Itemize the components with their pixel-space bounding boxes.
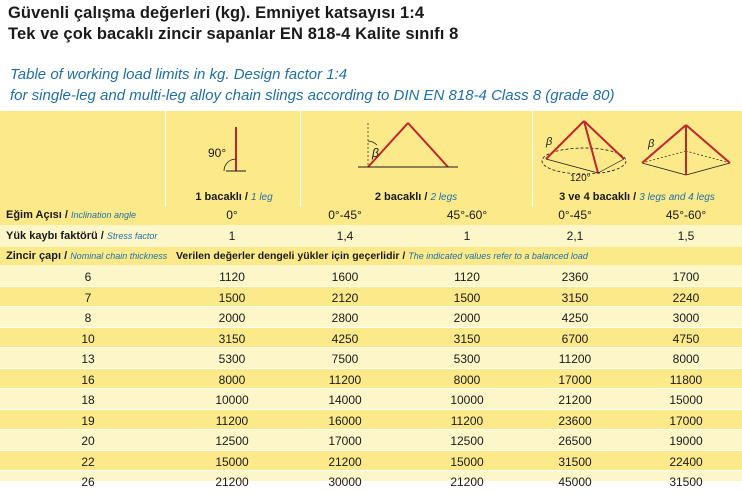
load-value-cell: 21200 bbox=[558, 393, 592, 407]
load-value-cell: 11200 bbox=[215, 413, 249, 428]
inclination-angle-cell: 45°-60° bbox=[446, 208, 488, 222]
load-value-cell: 2360 bbox=[561, 270, 589, 284]
load-value-cell: 11800 bbox=[669, 372, 703, 387]
two-leg-header: 2 bacaklı / 2 legs bbox=[374, 191, 458, 203]
three-leg-diagram bbox=[536, 115, 636, 187]
stress-factor-cell: 2,1 bbox=[566, 229, 584, 243]
load-value-cell: 21200 bbox=[328, 454, 362, 469]
load-value-cell: 17000 bbox=[328, 434, 362, 448]
load-value-cell: 21200 bbox=[450, 475, 484, 489]
load-value-cell: 8000 bbox=[218, 372, 246, 387]
load-value-cell: 5300 bbox=[218, 352, 246, 366]
stress-factor-cell: 1,4 bbox=[336, 229, 354, 243]
load-value-cell: 3150 bbox=[561, 290, 589, 305]
load-value-cell: 23600 bbox=[558, 413, 592, 428]
chain-thickness-label: Zincir çapı / Nominal chain thickness bbox=[6, 250, 168, 262]
load-value-cell: 15000 bbox=[450, 454, 484, 469]
load-value-cell: 2000 bbox=[453, 311, 481, 325]
chain-diameter-cell: 20 bbox=[81, 434, 95, 448]
chain-diameter-cell: 13 bbox=[81, 352, 95, 366]
chain-diameter-cell: 7 bbox=[84, 290, 92, 305]
load-value-cell: 3150 bbox=[453, 331, 481, 346]
load-value-cell: 2120 bbox=[331, 290, 359, 305]
load-value-cell: 15000 bbox=[215, 454, 249, 469]
stress-factor-label: Yük kaybı faktörü / Stress factor bbox=[6, 230, 158, 242]
load-value-cell: 8000 bbox=[453, 372, 481, 387]
beta-label-3leg: β bbox=[546, 136, 553, 148]
inclination-angle-cell: 0° bbox=[226, 208, 238, 222]
load-value-cell: 30000 bbox=[328, 475, 362, 489]
load-value-cell: 2800 bbox=[331, 311, 359, 325]
two-leg-diagram bbox=[350, 117, 470, 177]
load-value-cell: 17000 bbox=[669, 413, 703, 428]
load-value-cell: 1600 bbox=[331, 270, 359, 284]
load-value-cell: 4250 bbox=[561, 311, 589, 325]
load-value-cell: 1120 bbox=[219, 270, 245, 284]
stress-factor-cell: 1 bbox=[463, 229, 471, 243]
load-value-cell: 15000 bbox=[669, 393, 703, 407]
four-leg-diagram bbox=[636, 119, 736, 185]
load-value-cell: 1500 bbox=[218, 290, 246, 305]
load-value-cell: 11200 bbox=[558, 352, 592, 366]
load-value-cell: 11200 bbox=[450, 413, 484, 428]
beta-label-4leg: β bbox=[648, 138, 655, 150]
chain-diameter-cell: 10 bbox=[81, 331, 95, 346]
one-leg-diagram bbox=[190, 119, 270, 179]
load-value-cell: 31500 bbox=[669, 475, 703, 489]
load-value-cell: 4250 bbox=[331, 331, 359, 346]
load-value-cell: 12500 bbox=[215, 434, 249, 448]
load-value-cell: 31500 bbox=[558, 454, 592, 469]
load-value-cell: 11200 bbox=[328, 372, 362, 387]
title-tr-line2: Tek ve çok bacaklı zincir sapanlar EN 818-4 Kalite sınıfı 8 bbox=[8, 25, 459, 43]
stress-factor-cell: 1 bbox=[228, 229, 236, 243]
load-value-cell: 16000 bbox=[328, 413, 362, 428]
chain-diameter-cell: 8 bbox=[84, 311, 92, 325]
load-value-cell: 2000 bbox=[218, 311, 246, 325]
load-value-cell: 45000 bbox=[558, 475, 592, 489]
inclination-angle-cell: 0°-45° bbox=[328, 208, 362, 222]
angle-120-label: 120° bbox=[570, 173, 591, 184]
ninety-degree-label: 90° bbox=[208, 146, 227, 160]
title-tr-line1: Güvenli çalışma değerleri (kg). Emniyet katsayısı 1:4 bbox=[8, 4, 425, 22]
chain-diameter-cell: 18 bbox=[81, 393, 95, 407]
chain-diameter-cell: 6 bbox=[84, 270, 92, 284]
load-value-cell: 8000 bbox=[672, 352, 700, 366]
load-value-cell: 3150 bbox=[218, 331, 246, 346]
chain-diameter-cell: 16 bbox=[81, 372, 95, 387]
three-four-leg-header: 3 ve 4 bacaklı / 3 legs and 4 legs bbox=[559, 191, 715, 203]
load-value-cell: 22400 bbox=[669, 454, 703, 469]
load-value-cell: 26500 bbox=[558, 434, 592, 448]
load-value-cell: 10000 bbox=[215, 393, 249, 407]
load-value-cell: 12500 bbox=[450, 434, 484, 448]
title-en-line2: for single-leg and multi-leg alloy chain slings according to DIN EN 818-4 Class 8 (grade 80) bbox=[10, 87, 615, 104]
inclination-angle-cell: 45°-60° bbox=[665, 208, 707, 222]
load-value-cell: 6700 bbox=[561, 331, 589, 346]
chain-diameter-cell: 22 bbox=[81, 454, 95, 469]
beta-label-2leg: β bbox=[372, 146, 379, 160]
load-value-cell: 7500 bbox=[331, 352, 359, 366]
load-value-cell: 21200 bbox=[215, 475, 249, 489]
load-value-cell: 2240 bbox=[672, 290, 700, 305]
title-en-line1: Table of working load limits in kg. Design factor 1:4 bbox=[10, 66, 348, 83]
load-value-cell: 1700 bbox=[672, 270, 700, 284]
load-value-cell: 1120 bbox=[454, 270, 480, 284]
balanced-load-note: Verilen değerler dengeli yükler için geçerlidir / The indicated values refer to a balanced load bbox=[176, 250, 588, 262]
chain-diameter-cell: 26 bbox=[81, 475, 95, 489]
load-value-cell: 10000 bbox=[450, 393, 484, 407]
load-table bbox=[0, 111, 742, 489]
one-leg-header: 1 bacaklı / 1 leg bbox=[195, 191, 273, 203]
inclination-angle-cell: 0°-45° bbox=[558, 208, 592, 222]
stress-factor-cell: 1,5 bbox=[677, 229, 695, 243]
load-value-cell: 5300 bbox=[453, 352, 481, 366]
chain-diameter-cell: 19 bbox=[81, 413, 95, 428]
load-value-cell: 4750 bbox=[672, 331, 700, 346]
load-value-cell: 3000 bbox=[672, 311, 700, 325]
load-value-cell: 1500 bbox=[453, 290, 481, 305]
load-value-cell: 17000 bbox=[558, 372, 592, 387]
load-value-cell: 19000 bbox=[669, 434, 703, 448]
inclination-angle-label: Eğim Açısı / Inclination angle bbox=[6, 209, 137, 221]
load-value-cell: 14000 bbox=[328, 393, 362, 407]
